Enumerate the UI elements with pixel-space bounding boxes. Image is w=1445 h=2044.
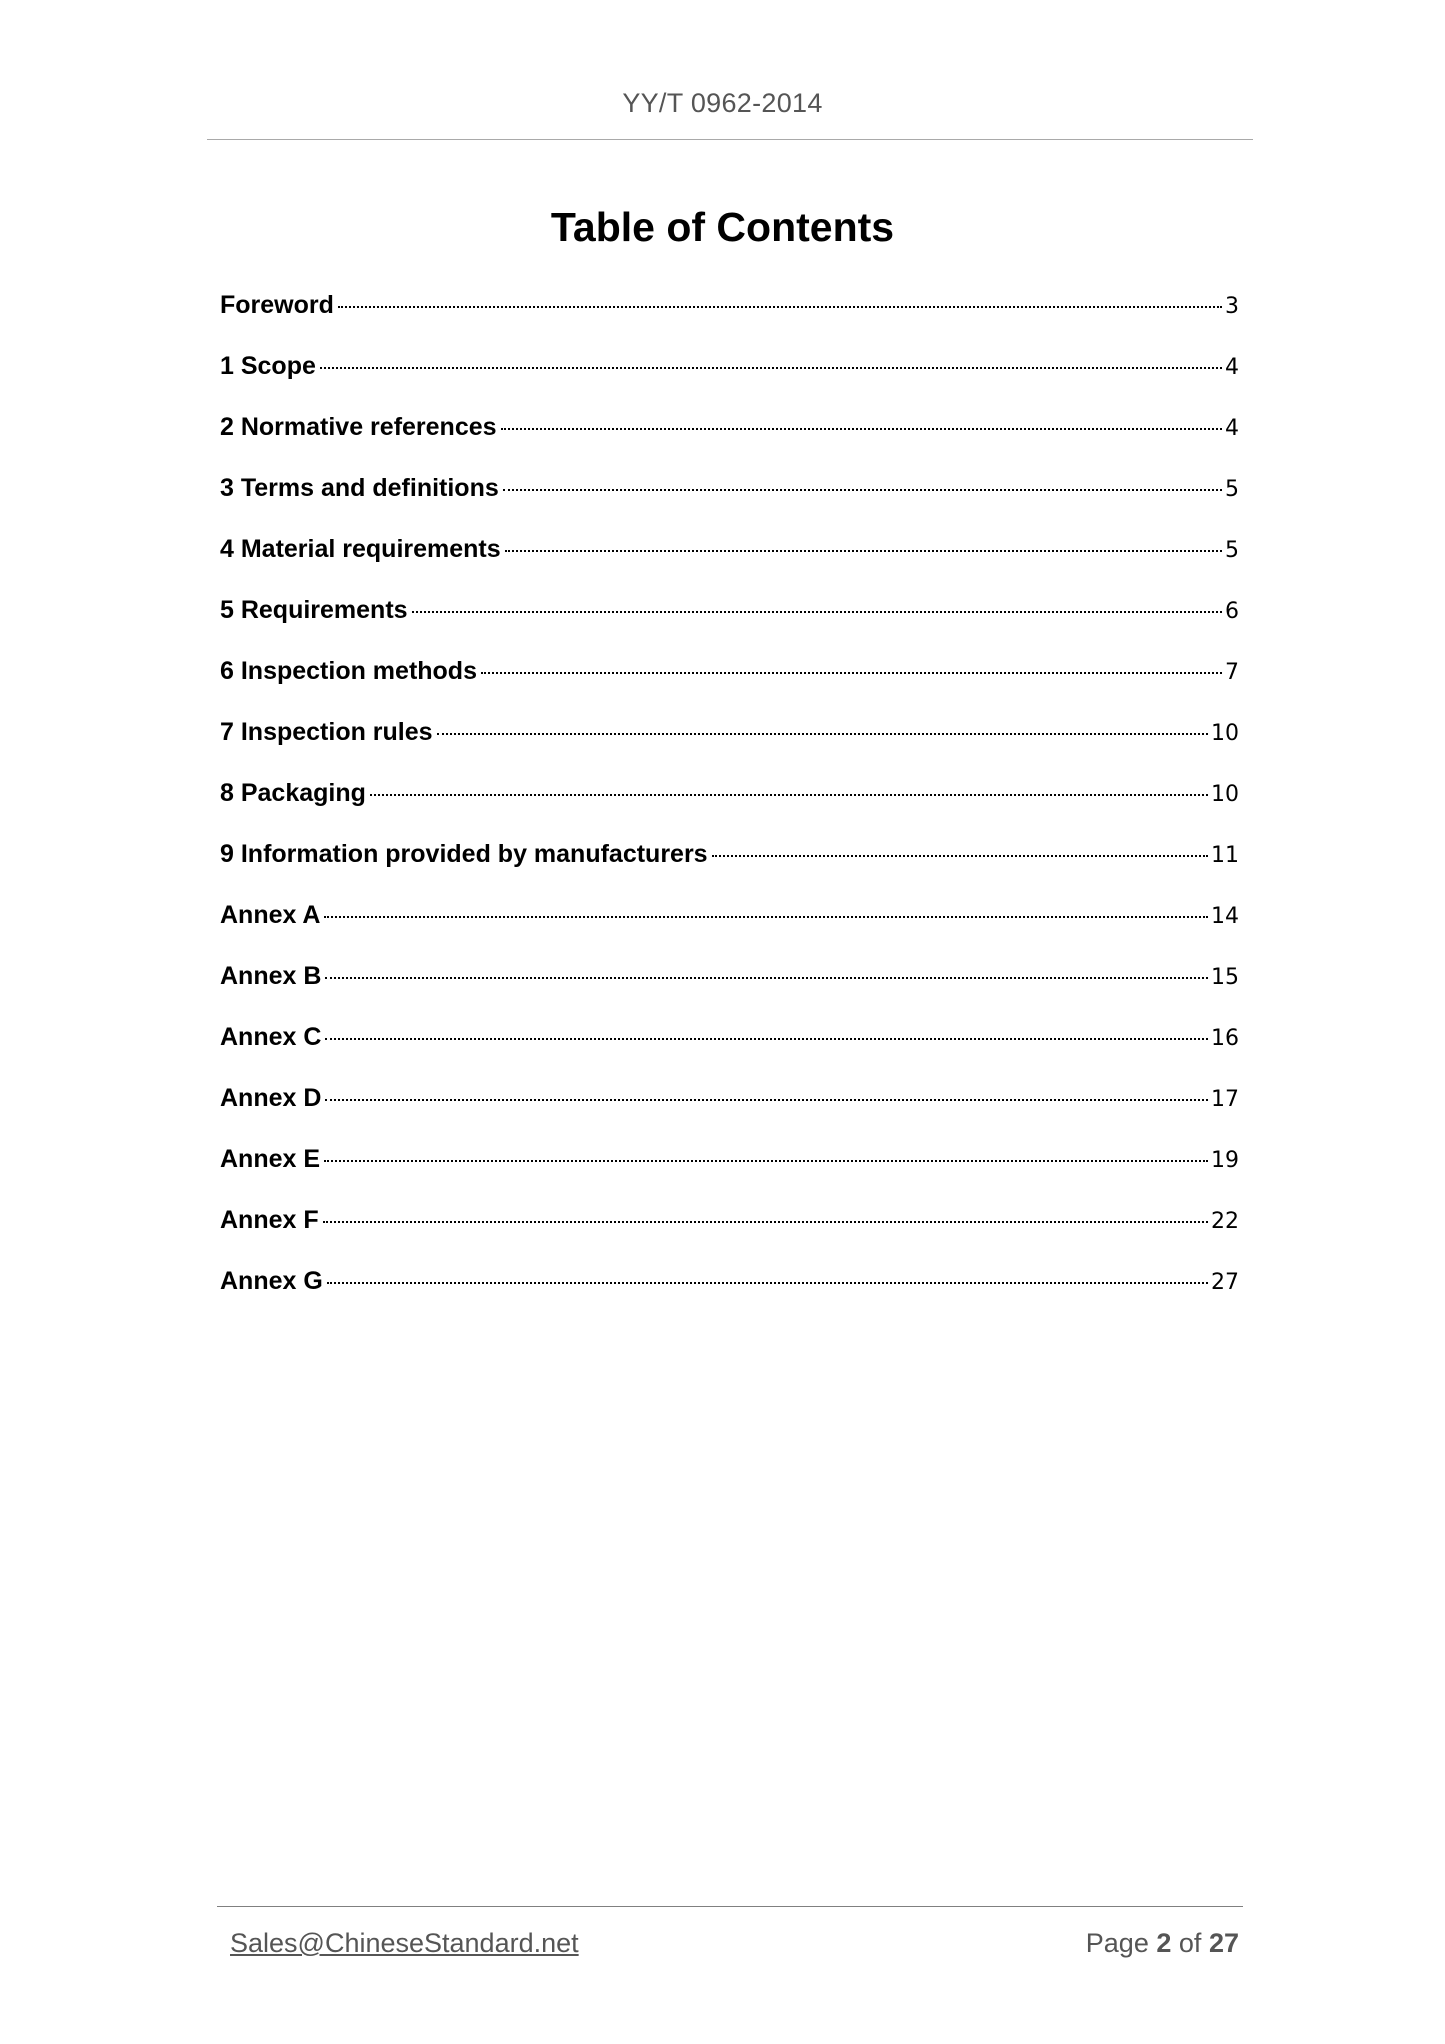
toc-entry-scope[interactable] <box>220 352 1239 413</box>
dot-leader <box>320 367 1222 369</box>
toc-entry-material-requirements[interactable] <box>220 535 1239 596</box>
toc-entry-annex-d[interactable] <box>220 1084 1239 1145</box>
toc-entry-page: 22 <box>1211 1209 1239 1234</box>
document-code: YY/T 0962-2014 <box>622 88 823 118</box>
toc-entry-label: 2 Normative references <box>220 413 497 441</box>
toc-entry-label: 4 Material requirements <box>220 535 501 563</box>
current-page: 2 <box>1156 1928 1172 1958</box>
toc-entry-packaging[interactable] <box>220 779 1239 840</box>
toc-entry-page: 14 <box>1211 904 1239 929</box>
page-prefix: Page <box>1085 1928 1149 1958</box>
toc-entry-page: 4 <box>1225 416 1239 441</box>
toc-entry-foreword[interactable] <box>220 291 1239 352</box>
footer-email-link[interactable]: Sales@ChineseStandard.net <box>230 1928 579 1958</box>
toc-entry-page: 10 <box>1211 721 1239 746</box>
toc-entry-requirements[interactable] <box>220 596 1239 657</box>
toc-entry-label: Annex A <box>220 901 321 929</box>
dot-leader <box>323 1221 1208 1223</box>
toc-entry-page: 19 <box>1211 1148 1239 1173</box>
toc-title: Table of Contents <box>550 204 895 250</box>
dot-leader <box>481 672 1222 674</box>
total-pages: 27 <box>1208 1928 1239 1958</box>
dot-leader <box>712 855 1208 857</box>
toc-entry-label: 3 Terms and definitions <box>220 474 499 502</box>
toc-entry-page: 6 <box>1225 599 1239 624</box>
dot-leader <box>325 977 1208 979</box>
toc-entry-label: 5 Requirements <box>220 596 408 624</box>
toc-entry-page: 3 <box>1225 294 1239 319</box>
toc-entry-annex-g[interactable] <box>220 1267 1239 1328</box>
toc-entry-label: 6 Inspection methods <box>220 657 477 685</box>
toc-entry-page: 16 <box>1211 1026 1239 1051</box>
dot-leader <box>437 733 1208 735</box>
toc-entry-annex-e[interactable] <box>220 1145 1239 1206</box>
toc-entry-annex-f[interactable] <box>220 1206 1239 1267</box>
dot-leader <box>324 916 1208 918</box>
toc-entry-inspection-methods[interactable] <box>220 657 1239 718</box>
toc-entry-terms-and-definitions[interactable] <box>220 474 1239 535</box>
footer-page-number <box>1086 1928 1239 1959</box>
toc-entry-label: Annex B <box>220 962 322 990</box>
toc-entry-label: Annex F <box>220 1206 319 1234</box>
toc-entry-page: 5 <box>1225 538 1239 563</box>
toc-entry-label: 8 Packaging <box>220 779 366 807</box>
toc-entry-label: Annex D <box>220 1084 322 1112</box>
toc-entry-label: Annex C <box>220 1023 322 1051</box>
toc-entry-page: 4 <box>1225 355 1239 380</box>
toc-entry-label: Annex G <box>220 1267 323 1295</box>
dot-leader <box>327 1282 1208 1284</box>
dot-leader <box>505 550 1222 552</box>
dot-leader <box>324 1160 1208 1162</box>
dot-leader <box>325 1038 1208 1040</box>
dot-leader <box>370 794 1208 796</box>
toc-entry-normative-references[interactable] <box>220 413 1239 474</box>
toc-entry-page: 10 <box>1211 782 1239 807</box>
toc-entry-page: 15 <box>1211 965 1239 990</box>
toc-entry-label: 7 Inspection rules <box>220 718 433 746</box>
toc-entry-annex-c[interactable] <box>220 1023 1239 1084</box>
footer-divider <box>217 1906 1243 1907</box>
toc-entry-page: 27 <box>1211 1270 1239 1295</box>
dot-leader <box>501 428 1222 430</box>
dot-leader <box>503 489 1222 491</box>
toc-entry-label: Annex E <box>220 1145 321 1173</box>
toc-entry-annex-a[interactable] <box>220 901 1239 962</box>
toc-entry-page: 5 <box>1225 477 1239 502</box>
dot-leader <box>338 306 1222 308</box>
page-separator: of <box>1178 1928 1202 1958</box>
toc-entry-label: 1 Scope <box>220 352 316 380</box>
toc-entry-page: 17 <box>1211 1087 1239 1112</box>
dot-leader <box>412 611 1222 613</box>
toc-entry-label: 9 Information provided by manufacturers <box>220 840 708 868</box>
toc-entry-page: 11 <box>1211 843 1239 868</box>
toc-list <box>220 291 1239 1328</box>
header-divider <box>207 139 1253 140</box>
dot-leader <box>325 1099 1208 1101</box>
toc-entry-inspection-rules[interactable] <box>220 718 1239 779</box>
toc-entry-information-by-manufacturers[interactable] <box>220 840 1239 901</box>
toc-entry-annex-b[interactable] <box>220 962 1239 1023</box>
toc-entry-page: 7 <box>1225 660 1239 685</box>
toc-entry-label: Foreword <box>220 291 334 319</box>
